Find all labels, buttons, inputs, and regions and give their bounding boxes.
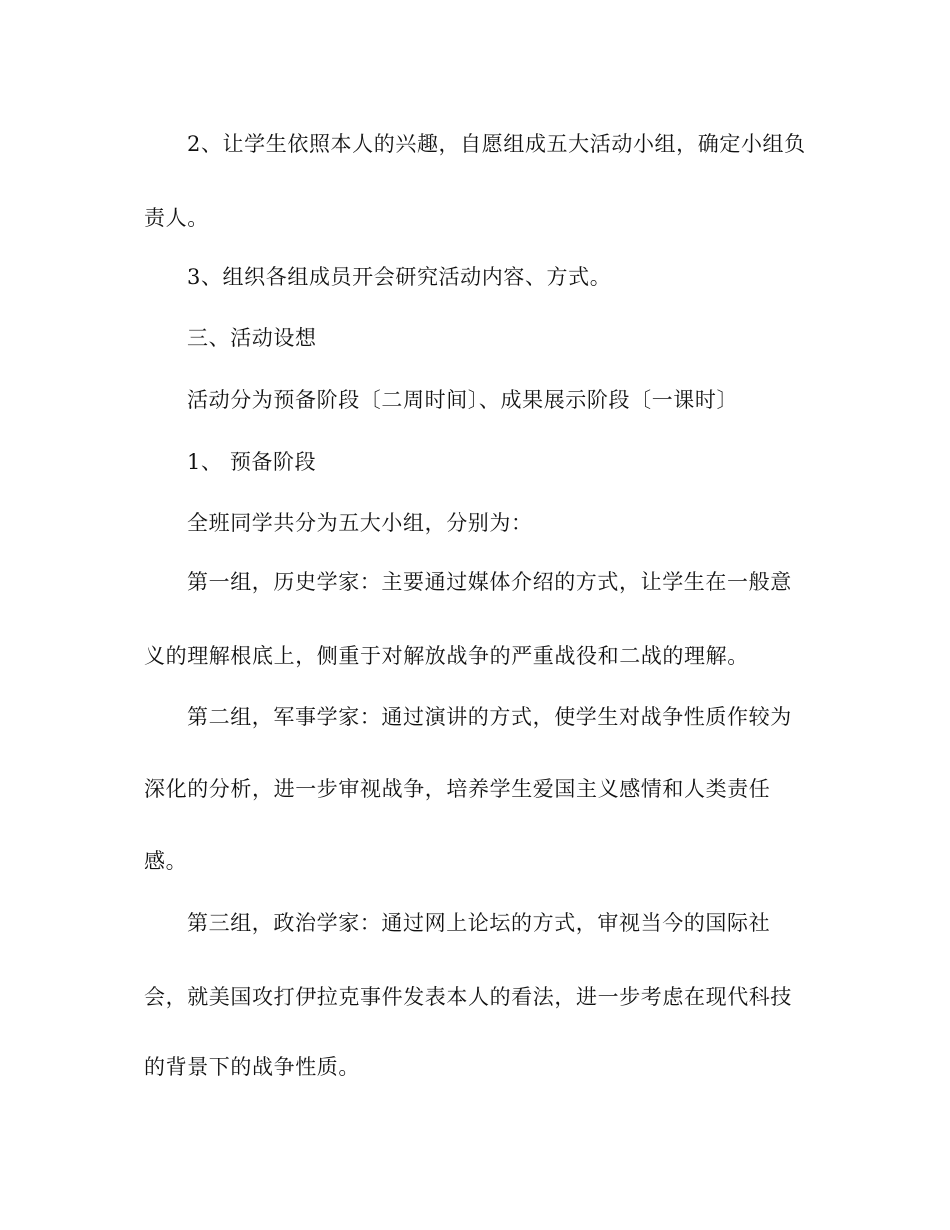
paragraph-line: 3、组织各组成员开会研究活动内容、方式。: [187, 265, 612, 289]
paragraph-line: 义的理解根底上，侧重于对解放战争的严重战役和二战的理解。: [144, 644, 749, 668]
paragraph-line: 全班同学共分为五大小组，分别为：: [187, 511, 533, 535]
section-heading: 三、活动设想: [187, 326, 317, 350]
paragraph-line: 第三组，政治学家：通过网上论坛的方式，审视当今的国际社: [187, 911, 771, 935]
paragraph-line: 2、让学生依照本人的兴趣，自愿组成五大活动小组，确定小组负: [187, 132, 806, 156]
paragraph-line: 会，就美国攻打伊拉克事件发表本人的看法，进一步考虑在现代科技: [144, 985, 792, 1009]
paragraph-line: 的背景下的战争性质。: [144, 1055, 360, 1079]
paragraph-line: 第二组，军事学家：通过演讲的方式，使学生对战争性质作较为: [187, 705, 792, 729]
subsection-heading: 1、 预备阶段: [187, 450, 317, 474]
paragraph-line: 责人。: [144, 206, 209, 230]
paragraph-line: 活动分为预备阶段〔二周时间〕、成果展示阶段〔一课时〕: [187, 388, 739, 412]
paragraph-line: 深化的分析，进一步审视战争，培养学生爱国主义感情和人类责任: [144, 777, 771, 801]
paragraph-line: 感。: [144, 849, 188, 873]
paragraph-line: 第一组，历史学家：主要通过媒体介绍的方式，让学生在一般意: [187, 570, 792, 594]
